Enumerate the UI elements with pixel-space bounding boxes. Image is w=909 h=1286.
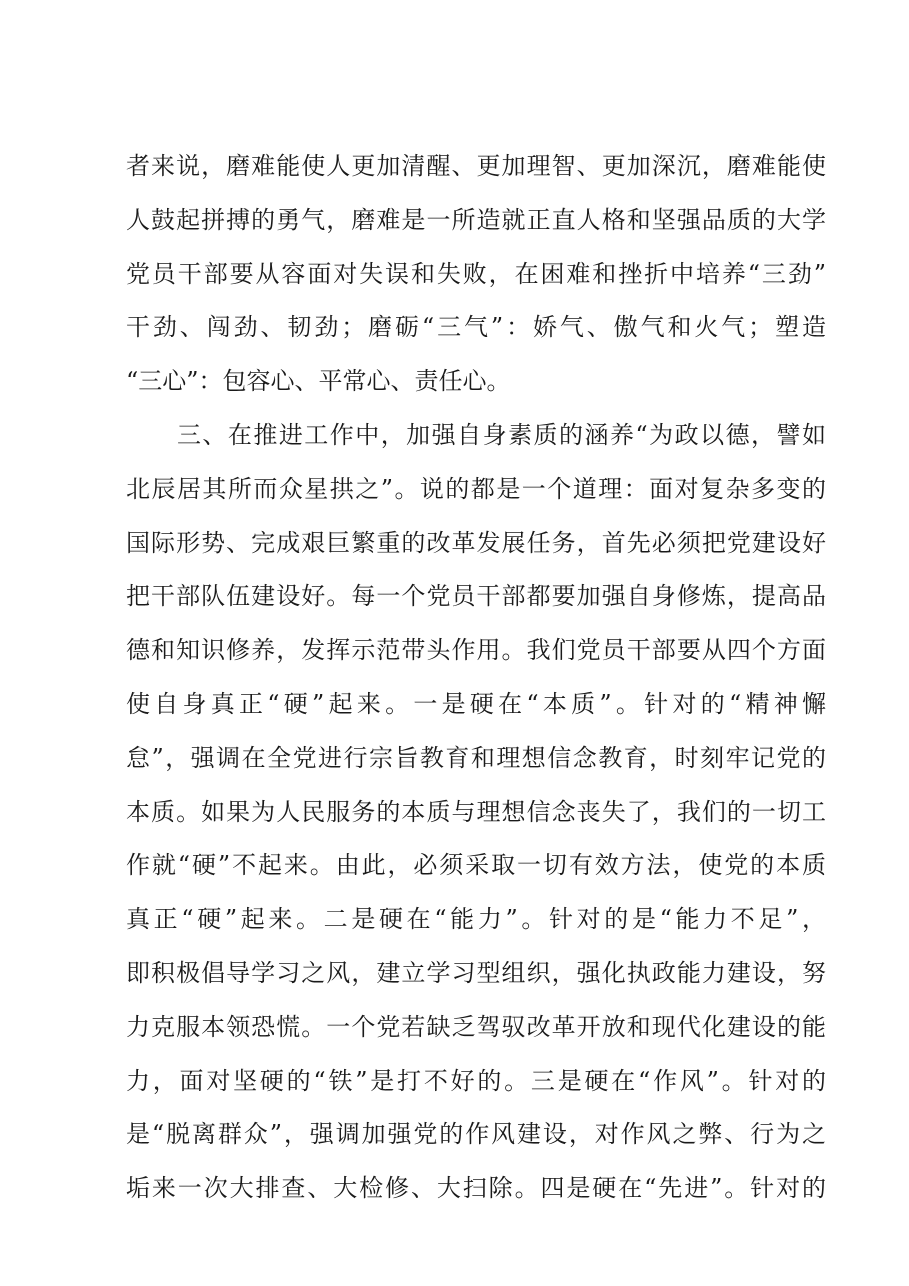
text-line: 北辰居其所而众星拱之”。说的都是一个道理：面对复杂多变的: [126, 474, 826, 503]
body-text: [126, 140, 826, 1216]
text-line: 垢来一次大排查、大检修、大扫除。四是硬在“先进”。针对的: [126, 1174, 826, 1203]
text-line: 力克服本领恐慌。一个党若缺乏驾驭改革开放和现代化建设的能: [126, 1012, 826, 1041]
paragraph-start-line: 三、在推进工作中，加强自身素质的涵养“为政以德，譬如: [126, 420, 826, 449]
text-line: 是“脱离群众”，强调加强党的作风建设，对作风之弊、行为之: [126, 1120, 826, 1149]
text-line: 把干部队伍建设好。每一个党员干部都要加强自身修炼，提高品: [126, 582, 826, 611]
text-line: 使自身真正“硬”起来。一是硬在“本质”。针对的“精神懈: [126, 689, 826, 718]
text-line: 即积极倡导学习之风，建立学习型组织，强化执政能力建设，努: [126, 958, 826, 987]
text-line: 真正“硬”起来。二是硬在“能力”。针对的是“能力不足”，: [126, 905, 826, 934]
text-line: 作就“硬”不起来。由此，必须采取一切有效方法，使党的本质: [126, 851, 826, 880]
text-line: 德和知识修养，发挥示范带头作用。我们党员干部要从四个方面: [126, 636, 826, 665]
text-line: 国际形势、完成艰巨繁重的改革发展任务，首先必须把党建设好: [126, 528, 826, 557]
text-line: 干劲、闯劲、韧劲；磨砺“三气”：娇气、傲气和火气；塑造: [126, 313, 826, 342]
text-line: 怠”，强调在全党进行宗旨教育和理想信念教育，时刻牢记党的: [126, 743, 826, 772]
text-line: “三心”：包容心、平常心、责任心。: [126, 367, 511, 396]
text-line: 党员干部要从容面对失误和失败，在困难和挫折中培养“三劲”: [126, 259, 826, 288]
text-line: 者来说，磨难能使人更加清醒、更加理智、更加深沉，磨难能使: [126, 152, 826, 180]
text-line: 本质。如果为人民服务的本质与理想信念丧失了，我们的一切工: [126, 797, 826, 826]
text-line: 力，面对坚硬的“铁”是打不好的。三是硬在“作风”。针对的: [126, 1066, 826, 1095]
text-line: 人鼓起拼搏的勇气，磨难是一所造就正直人格和坚强品质的大学: [126, 205, 826, 234]
